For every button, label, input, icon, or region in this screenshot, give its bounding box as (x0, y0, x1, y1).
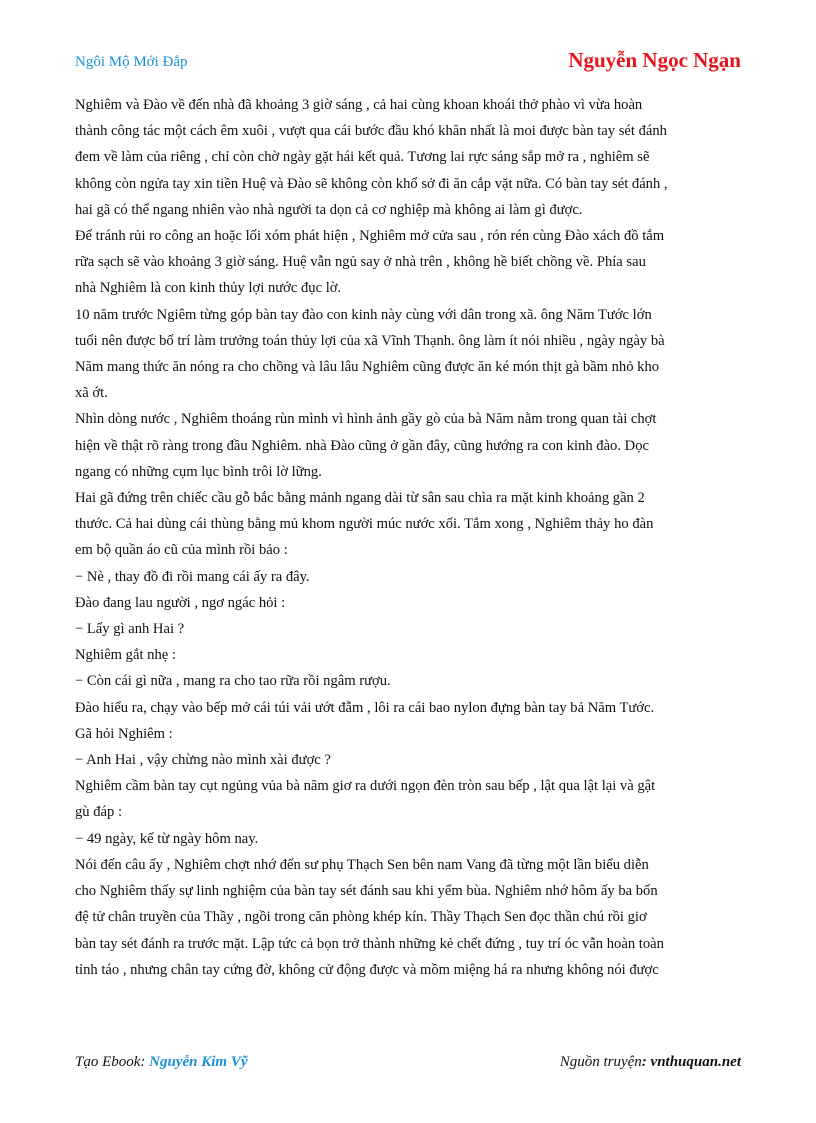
text-line: − Còn cái gì nữa , mang ra cho tao rữa rồi ngâm rượu. (75, 673, 391, 690)
text-line: Đào đang lau người , ngơ ngác hỏi : (75, 594, 286, 611)
ebook-label: Tạo Ebook (75, 1054, 141, 1070)
ebook-credit (75, 1054, 248, 1071)
text-line: Nghiêm cầm bàn tay cụt ngủng vủa bà năm giơ ra dưới ngọn đèn tròn sau bếp , lật qua lật lại và gật (75, 778, 656, 795)
source-separator: : (641, 1054, 651, 1070)
text-line: Để tránh rủi ro công an hoặc lối xóm phát hiện , Nghiêm mở cửa sau , rón rén cùng Đào xách đồ tắm (75, 228, 665, 245)
text-line: − Lấy gì anh Hai ? (75, 621, 185, 638)
text-line: tỉnh táo , nhưng chân tay cứng đờ, không cử động được và mồm miệng há ra nhưng không nói được (75, 961, 659, 978)
text-line: − Anh Hai , vậy chừng nào mình xài được ? (75, 752, 331, 769)
text-line: 10 năm trước Ngiêm từng góp bàn tay đào con kinh này cùng với dân trong xã. ông Năm Tước lớn (75, 306, 652, 323)
text-line: cho Nghiêm thấy sự linh nghiệm của bàn tay sét đánh sau khi yểm bùa. Nghiêm nhớ hôm ấy ba bốn (75, 883, 658, 900)
text-line: Nhìn dòng nước , Nghiêm thoáng rùn mình vì hình ảnh gầy gò của bà Năm nằm trong quan tài chợt (75, 411, 657, 428)
text-line: đệ tử chân truyền của Thầy , ngồi trong căn phòng khép kín. Thầy Thạch Sen đọc thần chú rồi giơ (75, 909, 647, 926)
text-line: − 49 ngày, kể từ ngày hôm nay. (75, 830, 259, 847)
book-title: Ngôi Mộ Mới Đắp (75, 54, 188, 70)
page-header (75, 48, 741, 78)
text-line: Nghiêm gắt nhẹ : (75, 647, 176, 664)
text-line: Năm mang thức ăn nóng ra cho chồng và lâu lâu Nghiêm cũng được ăn ké món thịt gà bầm nhỏ kho (75, 359, 660, 376)
ebook-creator: Nguyễn Kim Vỹ (149, 1054, 248, 1070)
text-line: bàn tay sét đánh ra trước mặt. Lập tức cả bọn trở thành những kẻ chết đứng , tuy trí óc vẫn hoàn toàn (75, 935, 664, 952)
text-line: thước. Cả hai dùng cái thùng bằng mủ khom người múc nước xối. Tắm xong , Nghiêm thảy ho đàn (75, 516, 654, 533)
text-line: Nói đến câu ấy , Nghiêm chợt nhớ đến sư phụ Thạch Sen bên nam Vang đã từng một lần biểu diễn (75, 856, 649, 873)
text-line: Gã hỏi Nghiêm : (75, 725, 173, 742)
text-line: Hai gã đứng trên chiếc cầu gỗ bắc bằng mảnh ngang dài từ sân sau chìa ra mặt kinh khoảng gần 2 (75, 490, 645, 507)
author-name: Nguyễn Ngọc Ngạn (568, 48, 741, 72)
text-line: xã ớt. (75, 385, 108, 402)
text-line: rữa sạch sẽ vào khoảng 3 giờ sáng. Huệ vẫn ngủ say ở nhà trên , không hề biết chồng về. Phía sau (75, 254, 646, 271)
text-line: tuổi nên được bố trí làm trưởng toán thủy lợi của xã Vĩnh Thạnh. ông làm ít nói nhiều , ngày ngày bà (75, 332, 665, 349)
text-line: em bộ quần áo cũ của mình rồi bảo : (75, 542, 288, 559)
text-line: đem về làm của riêng , chỉ còn chờ ngày gặt hái kết quả. Tương lai rực sáng sắp mở ra , nghiêm sẽ (75, 149, 650, 166)
text-line: thành công tác một cách êm xuôi , vượt qua cái bước đầu khó khăn nhất là moi được bàn tay sét đánh (75, 123, 667, 140)
text-line: nhà Nghiêm là con kinh thủy lợi nước đục lờ. (75, 280, 342, 297)
source-label: Nguồn truyện (559, 1054, 642, 1070)
text-line: gù đáp : (75, 804, 123, 821)
source-credit (560, 1054, 741, 1071)
text-line: hiện về thật rõ ràng trong đầu Nghiêm. nhà Đào cũng ở gần đây, cũng hướng ra con kinh đào. Dọc (75, 437, 649, 454)
text-line: không còn ngửa tay xin tiền Huệ và Đào sẽ không còn khổ sở đi ăn cắp vặt nữa. Có bàn tay sét đánh , (75, 175, 668, 192)
text-line: − Nè , thay đồ đi rồi mang cái ấy ra đây. (75, 568, 310, 585)
story-body (75, 92, 745, 983)
ebook-separator: : (140, 1054, 150, 1070)
page-footer (75, 1054, 741, 1076)
text-line: hai gã có thể ngang nhiên vào nhà người ta dọn cả cơ nghiệp mà không ai làm gì được. (75, 201, 583, 218)
text-line: Nghiêm và Đào về đến nhà đã khoảng 3 giờ sáng , cả hai cùng khoan khoái thở phào vì vừa hoàn (75, 97, 643, 113)
source-site: vnthuquan.net (650, 1054, 741, 1070)
text-line: Đào hiểu ra, chạy vào bếp mở cái túi vải ướt đẫm , lôi ra cái bao nylon đựng bàn tay bả Năm Tước. (75, 699, 655, 716)
text-line: ngang có những cụm lục bình trôi lờ lững. (75, 463, 322, 480)
